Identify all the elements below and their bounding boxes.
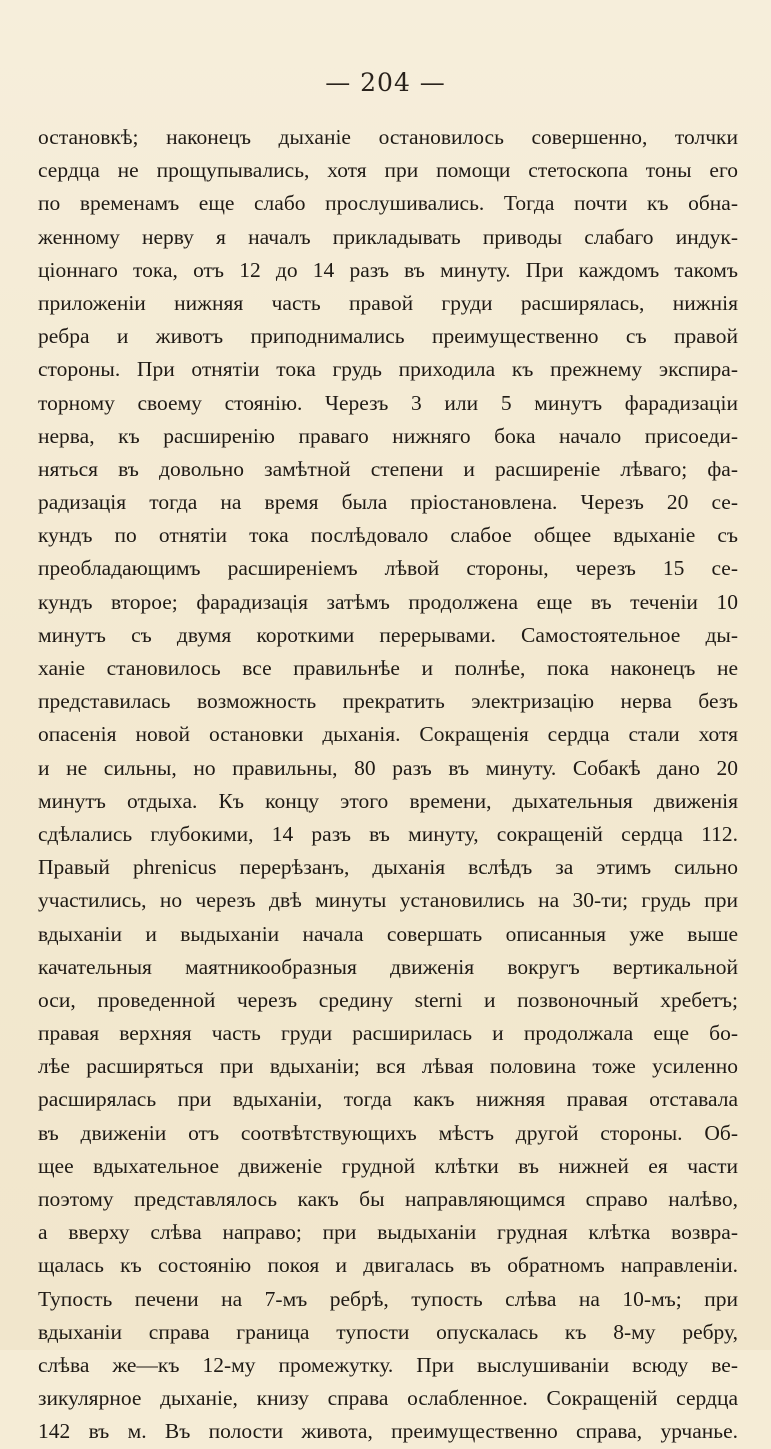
text-line: ханіе становилось все правильнѣе и полнѣе, пока наконецъ не xyxy=(38,656,738,680)
text-line: кундъ второе; фарадизація затѣмъ продолжена еще въ теченіи 10 xyxy=(38,589,738,614)
text-line: оси, проведенной черезъ средину sterni и позвоночный хребетъ; xyxy=(38,987,738,1012)
text-line: ціоннаго тока, отъ 12 до 14 разъ въ минуту. При каждомъ такомъ xyxy=(38,257,738,282)
text-line: няться въ довольно замѣтной степени и расширеніе лѣваго; фа- xyxy=(38,456,738,481)
text-line: радизація тогда на время была пріостановлена. Черезъ 20 се- xyxy=(38,490,738,515)
text-line: представилась возможность прекратить электризацію нерва безъ xyxy=(38,689,738,714)
text-line: участились, но черезъ двѣ минуты установились на 30-ти; грудь при xyxy=(38,888,738,913)
text-line: слѣва же—къ 12-му промежутку. При выслушиваніи всюду ве- xyxy=(38,1352,738,1377)
text-line: лѣе расширяться при вдыханіи; вся лѣвая половина тоже усиленно xyxy=(38,1054,738,1079)
text-line: Правый phrenicus перерѣзанъ, дыханія вслѣдъ за этимъ сильно xyxy=(38,855,738,880)
text-line: нерва, къ расширенію праваго нижняго бока начало присоеди- xyxy=(38,423,738,448)
text-line: щалась къ состоянію покоя и двигалась въ обратномъ направленіи. xyxy=(38,1253,738,1278)
text-line: кундъ по отнятіи тока послѣдовало слабое общее вдыханіе съ xyxy=(38,523,738,548)
body-text xyxy=(38,121,738,1449)
text-line: Тупость печени на 7-мъ ребрѣ, тупость слѣва на 10-мъ; при xyxy=(38,1286,738,1311)
text-line: щее вдыхательное движеніе грудной клѣтки въ нижней ея части xyxy=(38,1153,738,1178)
text-line: приложеніи нижняя часть правой груди расширялась, нижнія xyxy=(38,290,738,315)
text-line: минутъ отдыха. Къ концу этого времени, дыхательныя движенія xyxy=(38,788,738,813)
text-line: а вверху слѣва направо; при выдыханіи грудная клѣтка возвра- xyxy=(38,1220,738,1245)
text-line: вдыханіи и выдыханіи начала совершать описанныя уже выше xyxy=(38,921,738,946)
text-line: зикулярное дыханіе, книзу справа ослабленное. Сокращеній сердца xyxy=(38,1386,738,1411)
text-line: преобладающимъ расширеніемъ лѣвой стороны, черезъ 15 се- xyxy=(38,556,738,581)
text-line: женному нерву я началъ прикладывать приводы слабаго индук- xyxy=(38,224,738,249)
text-line: качательныя маятникообразныя движенія вокругъ вертикальной xyxy=(38,954,738,979)
text-line: въ движеніи отъ соотвѣтствующихъ мѣстъ другой стороны. Об- xyxy=(38,1120,738,1145)
text-line: стороны. При отнятіи тока грудь приходила къ прежнему экспира- xyxy=(38,357,738,382)
text-line: опасенія новой остановки дыханія. Сокращенія сердца стали хотя xyxy=(38,722,738,747)
text-line: сердца не прощупывались, хотя при помощи стетоскопа тоны его xyxy=(38,158,738,183)
text-line: остановкѣ; наконецъ дыханіе остановилось совершенно, толчки xyxy=(38,125,738,149)
text-line: минутъ съ двумя короткими перерывами. Самостоятельное ды- xyxy=(38,622,738,647)
text-line: 142 въ м. Въ полости живота, преимущественно справа, урчанье. xyxy=(38,1419,738,1444)
text-line: поэтому представлялось какъ бы направляющимся справо налѣво, xyxy=(38,1187,738,1211)
text-line: расширялась при вдыханіи, тогда какъ нижняя правая отставала xyxy=(38,1087,738,1112)
text-line: правая верхняя часть груди расширилась и продолжала еще бо- xyxy=(38,1021,738,1046)
text-line: торному своему стоянію. Черезъ 3 или 5 минутъ фарадизаціи xyxy=(38,390,738,415)
text-line: сдѣлались глубокими, 14 разъ въ минуту, сокращеній сердца 112. xyxy=(38,821,738,846)
text-line: ребра и животъ приподнимались преимущественно съ правой xyxy=(38,324,738,349)
text-line: и не сильны, но правильны, 80 разъ въ минуту. Собакѣ дано 20 xyxy=(38,755,738,780)
text-line: по временамъ еще слабо прослушивались. Тогда почти къ обна- xyxy=(38,191,738,216)
page-number: — 204 — xyxy=(325,68,446,97)
text-line: вдыханіи справа граница тупости опускалась къ 8-му ребру, xyxy=(38,1319,738,1344)
